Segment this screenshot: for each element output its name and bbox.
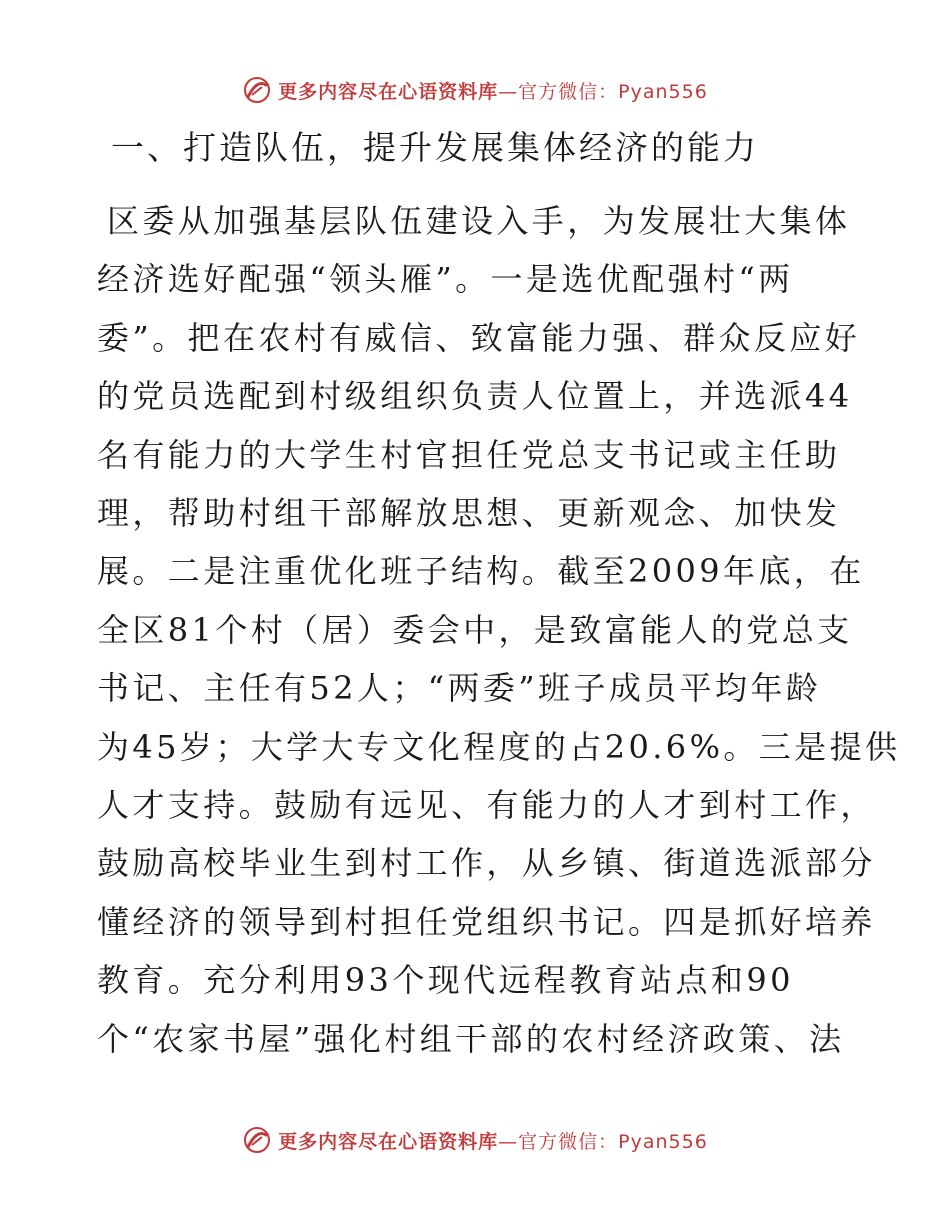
text-line: 经济选好配强“领头雁”。一是选优配强村“两	[97, 260, 794, 299]
banner-sub-text: —官方微信：Pyan556	[498, 80, 708, 103]
text-line: 的党员选配到村级组织负责人位置上，并选派44	[97, 377, 853, 416]
text-line: 区委从加强基层队伍建设入手，为发展壮大集体	[107, 202, 851, 240]
text-line: 全区81个村（居）委会中，是致富能人的党总支	[97, 610, 853, 649]
text-line: 展。二是注重优化班子结构。截至2009年底，在	[97, 552, 865, 591]
text-line: 个“农家书屋”强化村组干部的农村经济政策、法	[97, 1019, 845, 1058]
banner-sub-text: —官方微信：Pyan556	[498, 1130, 708, 1153]
text-line: 名有能力的大学生村官担任党总支书记或主任助	[97, 435, 841, 474]
logo-icon	[242, 75, 272, 105]
text-line: 委”。把在农村有威信、致富能力强、群众反应好	[97, 318, 861, 357]
text-line: 教育。充分利用93个现代远程教育站点和90	[97, 961, 794, 1000]
text-line: 理，帮助村组干部解放思想、更新观念、加快发	[97, 494, 841, 533]
document-body	[97, 118, 901, 1068]
text-line: 懂经济的领导到村担任党组织书记。四是抓好培养	[97, 902, 876, 941]
text-line: 鼓励高校毕业生到村工作，从乡镇、街道选派部分	[97, 844, 876, 883]
text-line: 书记、主任有52人；“两委”班子成员平均年龄	[97, 669, 822, 708]
banner-main-text: 更多内容尽在心语资料库	[278, 1130, 499, 1153]
header-banner	[0, 70, 950, 110]
text-line: 人才支持。鼓励有远见、有能力的人才到村工作，	[97, 786, 876, 825]
banner-main-text: 更多内容尽在心语资料库	[278, 80, 499, 103]
section-heading: 一、打造队伍，提升发展集体经济的能力	[111, 128, 759, 167]
text-line: 为45岁；大学大专文化程度的占20.6%。三是提供	[97, 727, 901, 766]
footer-banner	[0, 1120, 950, 1160]
logo-icon	[242, 1125, 272, 1155]
